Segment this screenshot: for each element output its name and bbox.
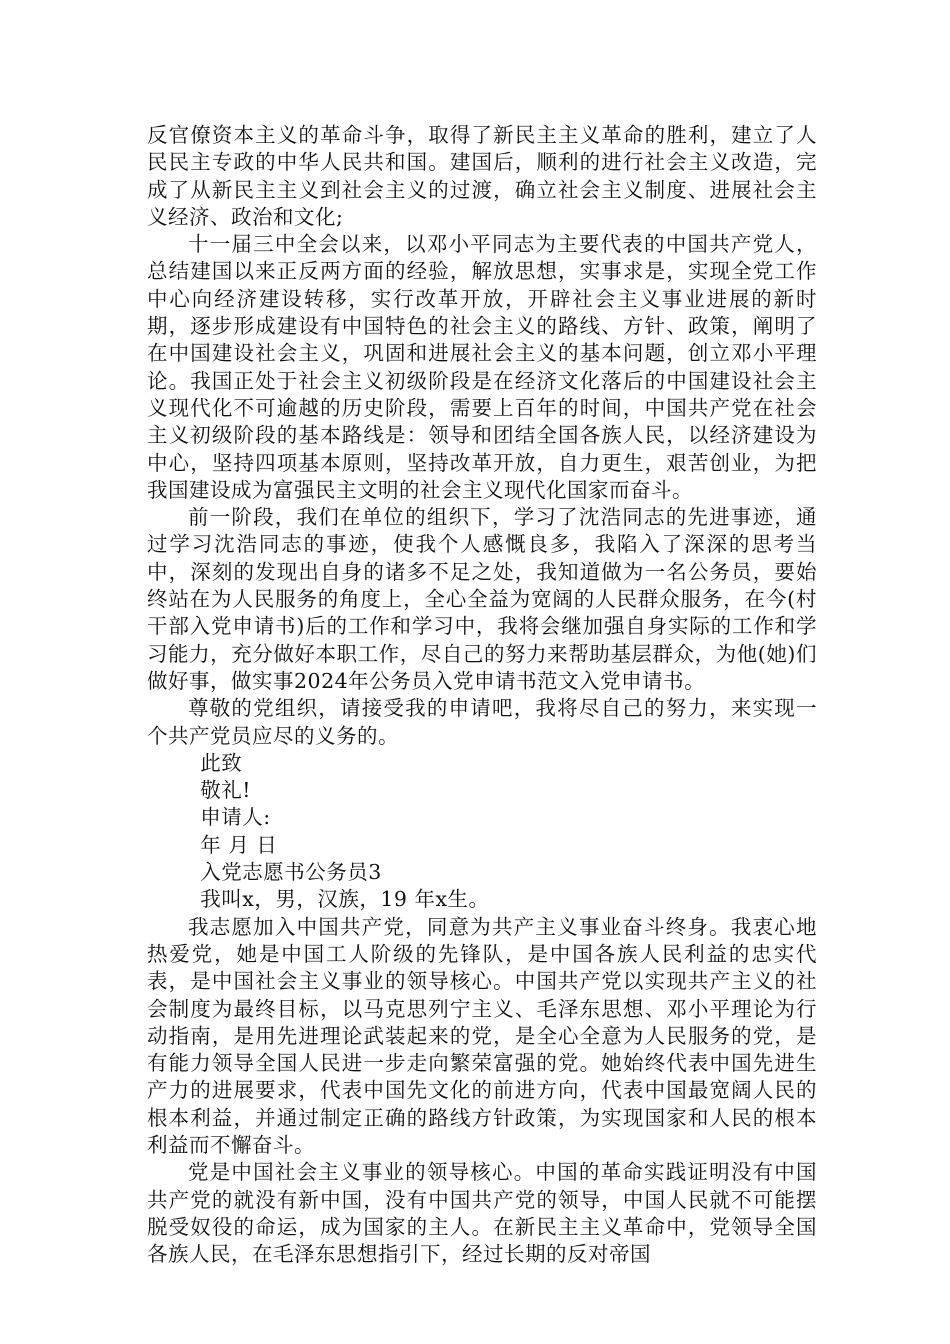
closing-applicant: 申请人: xyxy=(200,805,271,830)
closing-salutation: 此致 xyxy=(200,750,243,775)
paragraph-2: 十一届三中全会以来，以邓小平同志为主要代表的中国共产党人，总结建国以来正反两方面的经验，解放思想，实事求是，实现全党工作中心向经济建设转移，实行改革开放，开辟社会主义事业进展的新时期，逐步形成建设有中国特色的社会主义的路线、方针、政策，阐明了在中国建设社会主义，巩固和进展社会主义的基本问题，创立邓小平理论。我国正处于社会主义初级阶段是在经济文化落后的中国建设社会主义现代化不可逾越的历史阶段，需要上百年的时间，中国共产党在社会主义初级阶段的基本路线是：领导和团结全国各族人民，以经济建设为中心，坚持四项基本原则，坚持改革开放，自力更生，艰苦创业，为把我国建设成为富强民主文明的社会主义现代化国家而奋斗。 xyxy=(147,232,817,502)
section-title: 入党志愿书公务员3 xyxy=(200,860,382,885)
paragraph-4: 尊敬的党组织，请接受我的申请吧，我将尽自己的努力，来实现一个共产党员应尽的义务的。 xyxy=(147,696,817,748)
document-page xyxy=(147,122,817,1268)
closing-respect: 敬礼! xyxy=(200,778,252,803)
intro-line: 我叫x，男，汉族，19 年x生。 xyxy=(200,887,490,912)
paragraph-5: 我志愿加入中国共产党，同意为共产主义事业奋斗终身。我衷心地热爱党，她是中国工人阶级的先锋队，是中国各族人民利益的忠实代表，是中国社会主义事业的领导核心。中国共产党以实现共产主义的社会制度为最终目标，以马克思列宁主义、毛泽东思想、邓小平理论为行动指南，是用先进理论武装起来的党，是全心全意为人民服务的党，是有能力领导全国人民进一步走向繁荣富强的党。她始终代表中国先进生产力的进展要求，代表中国先文化的前进方向，代表中国最宽阔人民的根本利益，并通过制定正确的路线方针政策，为实现国家和人民的根本利益而不懈奋斗。 xyxy=(147,914,817,1157)
paragraph-3: 前一阶段，我们在单位的组织下，学习了沈浩同志的先进事迹，通过学习沈浩同志的事迹，使我个人感慨良多，我陷入了深深的思考当中，深刻的发现出自身的诸多不足之处，我知道做为一名公务员，要始终站在为人民服务的角度上，全心全益为宽阔的人民群众服务，在今(村干部入党申请书)后的工作和学习中，我将会继加强自身实际的工作和学习能力，充分做好本职工作，尽自己的努力来帮助基层群众，为他(她)们做好事，做实事2024年公务员入党申请书范文入党申请书。 xyxy=(147,505,817,693)
paragraph-1: 反官僚资本主义的革命斗争，取得了新民主主义革命的胜利，建立了人民民主专政的中华人民共和国。建国后，顺利的进行社会主义改造，完成了从新民主主义到社会主义的过渡，确立社会主义制度、进展社会主义经济、政治和文化; xyxy=(147,123,817,229)
paragraph-6: 党是中国社会主义事业的领导核心。中国的革命实践证明没有中国共产党的就没有新中国，没有中国共产党的领导，中国人民就不可能摆脱受奴役的命运，成为国家的主人。在新民主主义革命中，党领导全国各族人民，在毛泽东思想指引下，经过长期的反对帝国 xyxy=(147,1160,817,1267)
closing-date: 年 月 日 xyxy=(200,832,278,857)
